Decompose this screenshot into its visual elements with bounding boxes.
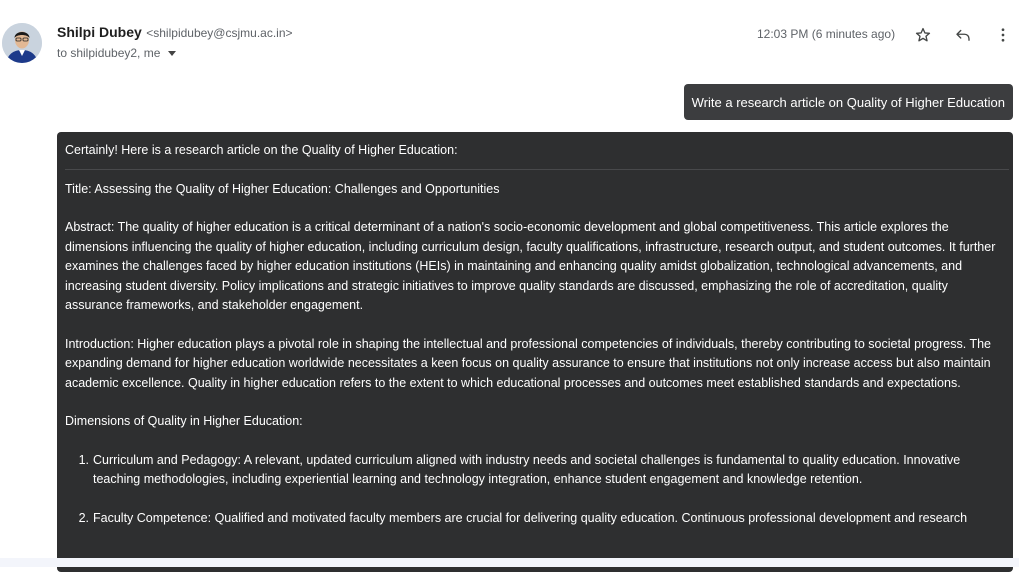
more-vert-icon[interactable]	[992, 24, 1014, 46]
list-number: 1.	[78, 452, 89, 467]
list-number: 2.	[78, 510, 89, 525]
dimensions-heading: Dimensions of Quality in Higher Education:	[65, 414, 303, 428]
email-header	[0, 0, 1019, 80]
avatar[interactable]	[2, 23, 42, 63]
article-introduction: Introduction: Higher education plays a pivotal role in shaping the intellectual and professional competencies of individuals, thereby contributing to societal progress. The expanding demand for higher education worldwide necessitates a keen focus on quality assurance to ensure that institutions not only increase access but also maintain academic excellence. Quality in higher education refers to the extent to which educational processes and outcomes meet established standards and expectations.	[65, 336, 992, 390]
article-title: Title: Assessing the Quality of Higher Education: Challenges and Opportunities	[65, 181, 500, 196]
recipients-text: to shilpidubey2, me	[57, 46, 161, 60]
list-item	[65, 509, 1005, 529]
sender-name[interactable]: Shilpi Dubey	[57, 24, 142, 40]
star-icon[interactable]	[912, 24, 934, 46]
article-abstract: Abstract: The quality of higher education is a critical determinant of a nation's socio-economic development and global competitiveness. This article explores the dimensions influencing the quality of higher education, including curriculum design, faculty qualifications, infrastructure, research output, and student outcomes. It further examines the challenges faced by higher education institutions (HEIs) in maintaining and enhancing quality amidst globalization, technological advancements, and increasing student diversity. Policy implications and strategic initiatives to improve quality standards are discussed, emphasizing the role of accreditation, quality assurance frameworks, and stakeholder engagement.	[65, 220, 996, 312]
divider	[65, 169, 1009, 170]
list-text: Faculty Competence: Qualified and motivated faculty members are crucial for delivering quality education. Continuous professional development and research	[93, 510, 968, 525]
response-block	[57, 132, 1013, 572]
list-text: Curriculum and Pedagogy: A relevant, updated curriculum aligned with industry needs and societal challenges is fundamental to quality education. Innovative teaching methodologies, including experiential learning and technology integration, enhance student engagement and knowledge retention.	[93, 452, 961, 486]
sender-line	[57, 24, 293, 42]
sender-email: <shilpidubey@csjmu.ac.in>	[146, 26, 293, 40]
chevron-down-icon	[168, 51, 176, 56]
response-intro: Certainly! Here is a research article on the Quality of Higher Education:	[65, 143, 458, 157]
prompt-bubble: Write a research article on Quality of Higher Education	[684, 84, 1013, 120]
reply-icon[interactable]	[952, 24, 974, 46]
list-item	[65, 451, 1005, 490]
email-timestamp: 12:03 PM (6 minutes ago)	[757, 27, 896, 41]
recipients-toggle[interactable]	[57, 46, 176, 60]
bottom-strip	[0, 558, 1019, 567]
